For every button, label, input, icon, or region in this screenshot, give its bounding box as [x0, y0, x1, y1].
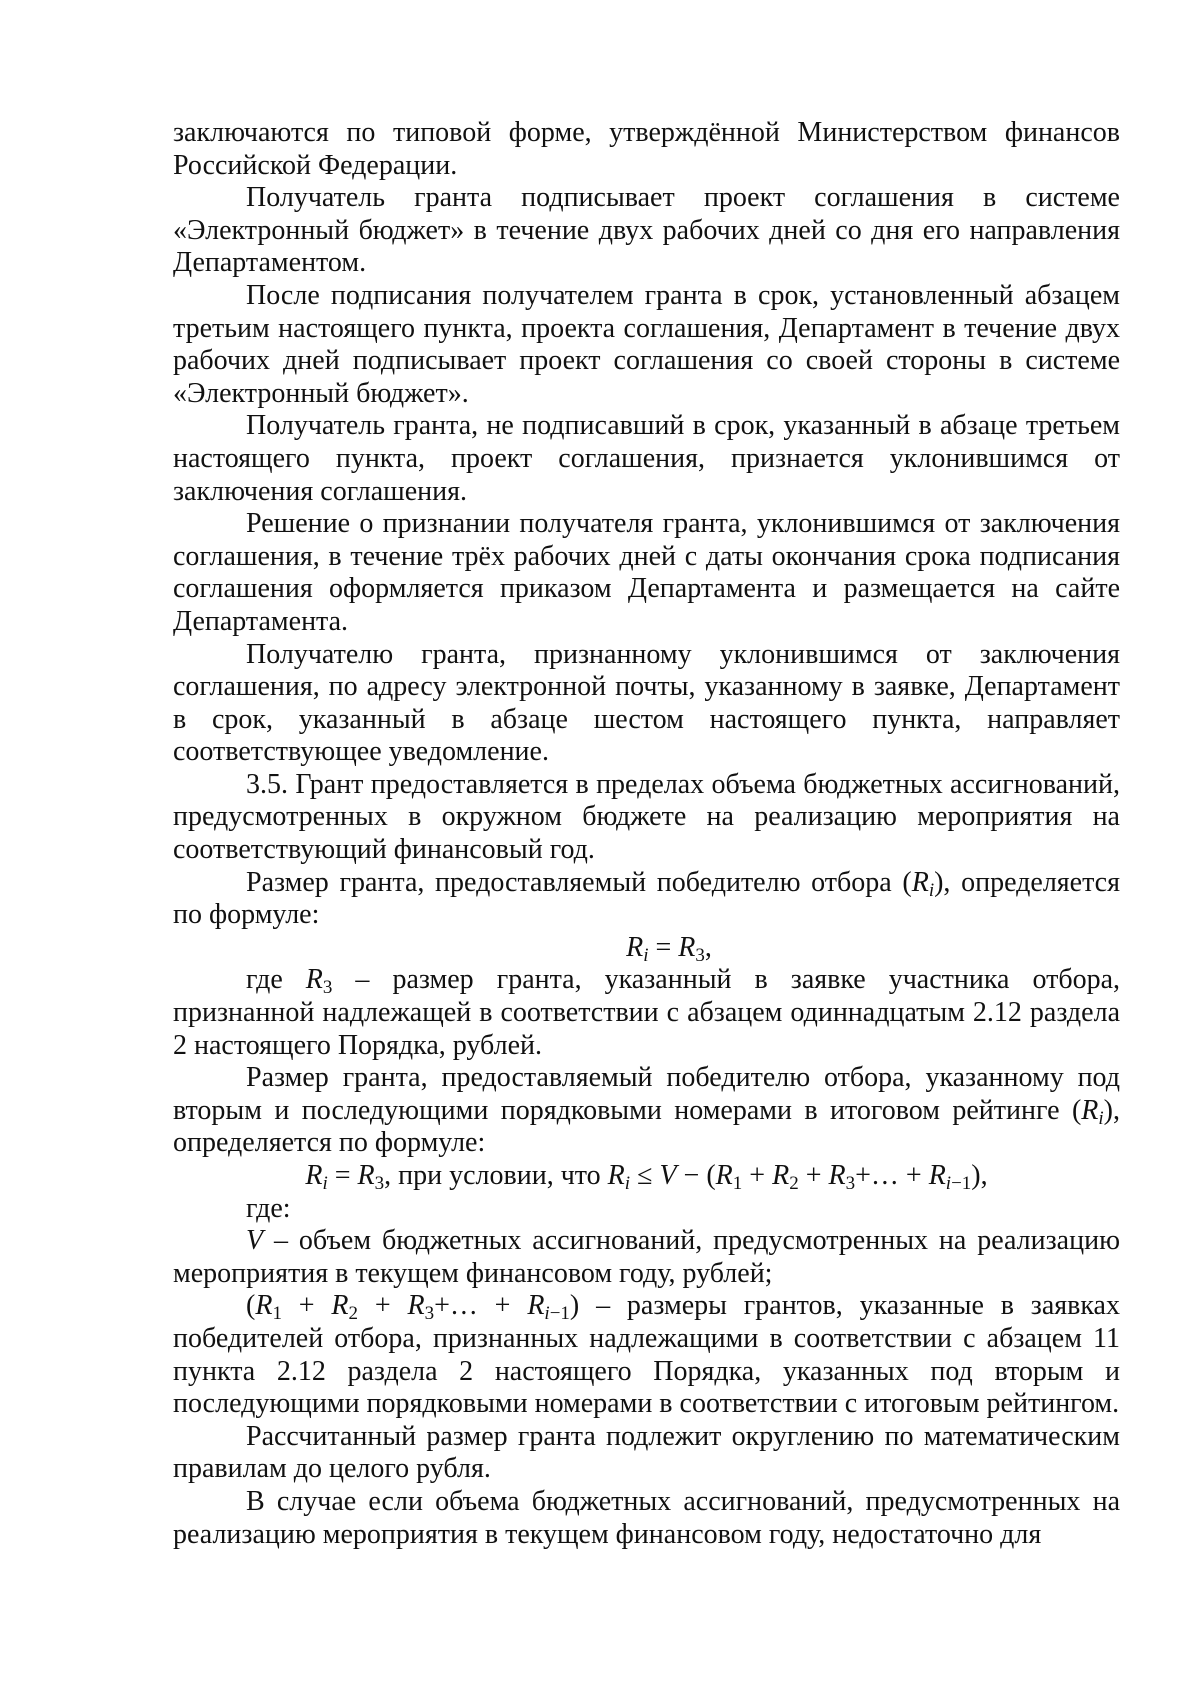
paragraph-10-text: Размер гранта, предоставляемый победителю отбора, указанному под вторым и последующими порядковыми номерами в итоговом рейтинге (: [173, 1062, 1120, 1126]
paragraph-7: 3.5. Грант предоставляется в пределах объема бюджетных ассигнований, предусмотренных в окружном бюджете на реализацию мероприятия на соответствующий финансовый год.: [173, 768, 1120, 866]
paragraph-4: Получатель гранта, не подписавший в срок, указанный в абзаце третьем настоящего пункта, проект соглашения, признается уклонившимся от заключения соглашения.: [173, 410, 1120, 507]
paragraph-8-text: Размер гранта, предоставляемый победителю отбора (: [246, 866, 912, 898]
paragraph-11: [173, 1225, 1120, 1290]
formula-1: $R_i = R_3$,: [626, 931, 712, 966]
paragraph-1: заключаются по типовой форме, утверждённой Министерством финансов Российской Федерации.: [173, 117, 1120, 181]
paragraph-12-text: – размеры грантов, указанные в заявках победителей отбора, признанных надлежащими в соответствии с абзацем 11 пункта 2.12 раздела 2 настоящего Порядка, указанных под вторым и последующими порядковыми номерами в соответствии с итоговым рейтингом.: [173, 1290, 1120, 1420]
paragraph-6: Получателю гранта, признанному уклонившимся от заключения соглашения, по адресу электронной почты, указанному в заявке, Департамент в срок, указанный в абзаце шестом настоящего пункта, направляет соответствующее уведомление.: [173, 638, 1120, 768]
paragraph-10: [173, 1062, 1120, 1160]
formula-2: $R_i = R_3$, при условии, что $R_i \le V - (R_1 + R_2$ + $R_3+\dots + R_{i-1}$),: [305, 1160, 988, 1194]
math-r3: R: [305, 964, 323, 996]
math-ri: $R_i$: [911, 866, 935, 901]
paragraph-13: Рассчитанный размер гранта подлежит округлению по математическим правилам до целого рубля.: [173, 1420, 1120, 1485]
math-v: V: [246, 1225, 264, 1257]
paragraph-9: где $R_3$ – размер гранта, указанный в заявке участника отбора, признанной надлежащей в соответствии с абзацем одиннадцатым 2.12 раздела 2 настоящего Порядка, рублей.: [173, 964, 1121, 1061]
paragraph-12: ($R_1 + R_2$ + $R_3+\dots + R_{i-1}$) – размеры грантов, указанные в заявках победителей отбора, признанных надлежащими в соответствии с абзацем 11 пункта 2.12 раздела 2 настоящего Порядка, указанных под вторым и последующими порядковыми номерами в соответствии с итоговым рейтингом.: [173, 1290, 1120, 1420]
document-body: [173, 117, 1120, 1551]
paragraph-10-end: ), определяется по формуле:: [173, 1094, 1120, 1159]
paragraph-9-b: – размер гранта, указанный в заявке участника отбора, признанной надлежащей в соответствии с абзацем одиннадцатым 2.12 раздела 2 настоящего Порядка, рублей.: [173, 964, 1121, 1061]
math-ri-2: $R_i$: [1081, 1094, 1104, 1129]
paragraph-8: [173, 867, 1120, 932]
formula-2-text: , при условии, что: [384, 1160, 608, 1191]
paragraph-3: После подписания получателем гранта в срок, установленный абзацем третьим настоящего пункта, проекта соглашения, Департамент в течение двух рабочих дней подписывает проект соглашения со своей стороны в системе «Электронный бюджет».: [173, 279, 1120, 409]
paragraph-5: Решение о признании получателя гранта, уклонившимся от заключения соглашения, в течение трёх рабочих дней с даты окончания срока подписания соглашения оформляется приказом Департамента и размещается на сайте Департамента.: [173, 508, 1120, 637]
paragraph-14: В случае если объема бюджетных ассигнований, предусмотренных на реализацию мероприятия в текущем финансовом году, недостаточно для: [173, 1485, 1120, 1550]
paragraph-9-a: где: [246, 964, 306, 996]
paragraph-8-end: ), определяется по формуле:: [173, 866, 1120, 931]
paragraph-where: где:: [246, 1192, 291, 1224]
paragraph-2: Получатель гранта подписывает проект соглашения в системе «Электронный бюджет» в течение двух рабочих дней со дня его направления Департаментом.: [173, 182, 1120, 279]
paragraph-11-text: – объем бюджетных ассигнований, предусмотренных на реализацию мероприятия в текущем финансовом году, рублей;: [173, 1225, 1120, 1289]
